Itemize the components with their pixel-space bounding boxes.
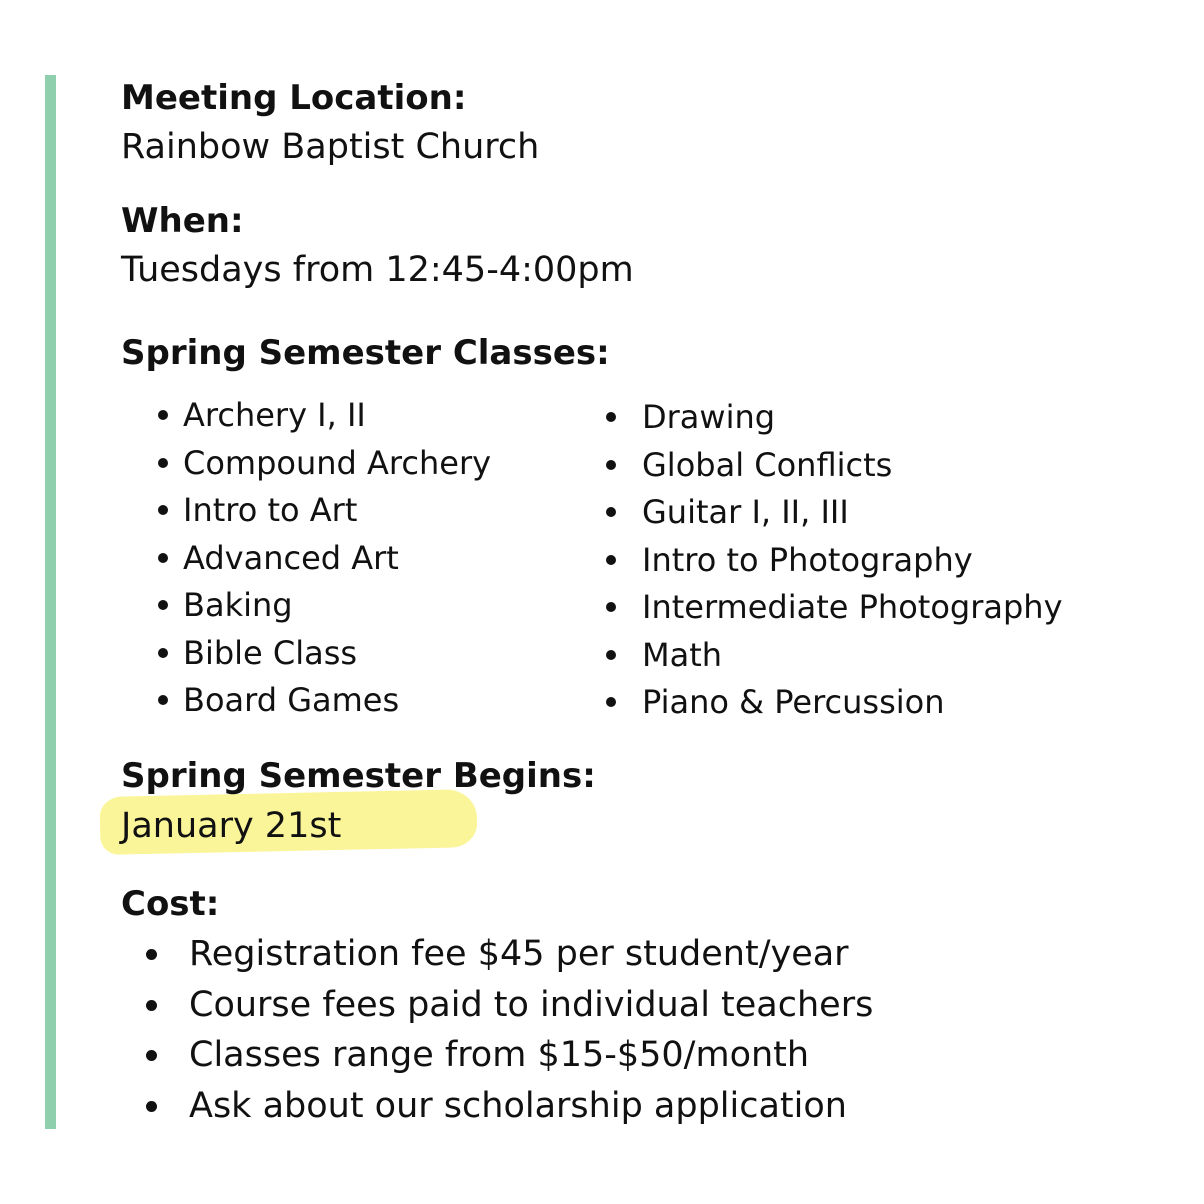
list-item: Classes range from $15-$50/month	[144, 1030, 873, 1081]
spring-classes-heading: Spring Semester Classes:	[121, 333, 610, 373]
semester-begins-value: January 21st	[121, 806, 342, 846]
list-item: Board Games	[153, 677, 491, 725]
cost-heading: Cost:	[121, 884, 220, 924]
list-item: Ask about our scholarship application	[144, 1081, 873, 1132]
list-item: Baking	[153, 582, 491, 630]
meeting-location-value: Rainbow Baptist Church	[121, 127, 540, 167]
classes-list-right	[601, 394, 1063, 727]
list-item: Bible Class	[153, 630, 491, 678]
list-item: Drawing	[601, 394, 1063, 442]
list-item: Compound Archery	[153, 440, 491, 488]
list-item: Intro to Art	[153, 487, 491, 535]
list-item: Archery I, II	[153, 392, 491, 440]
when-heading: When:	[121, 201, 244, 241]
cost-list	[144, 929, 873, 1131]
meeting-location-heading: Meeting Location:	[121, 78, 467, 118]
list-item: Intro to Photography	[601, 537, 1063, 585]
list-item: Advanced Art	[153, 535, 491, 583]
list-item: Math	[601, 632, 1063, 680]
list-item: Piano & Percussion	[601, 679, 1063, 727]
list-item: Guitar I, II, III	[601, 489, 1063, 537]
list-item: Registration fee $45 per student/year	[144, 929, 873, 980]
when-value: Tuesdays from 12:45-4:00pm	[121, 250, 634, 290]
list-item: Course fees paid to individual teachers	[144, 980, 873, 1031]
list-item: Intermediate Photography	[601, 584, 1063, 632]
list-item: Global Conflicts	[601, 442, 1063, 490]
classes-list-left	[153, 392, 491, 725]
semester-begins-heading: Spring Semester Begins:	[121, 756, 596, 796]
accent-bar	[45, 75, 56, 1129]
